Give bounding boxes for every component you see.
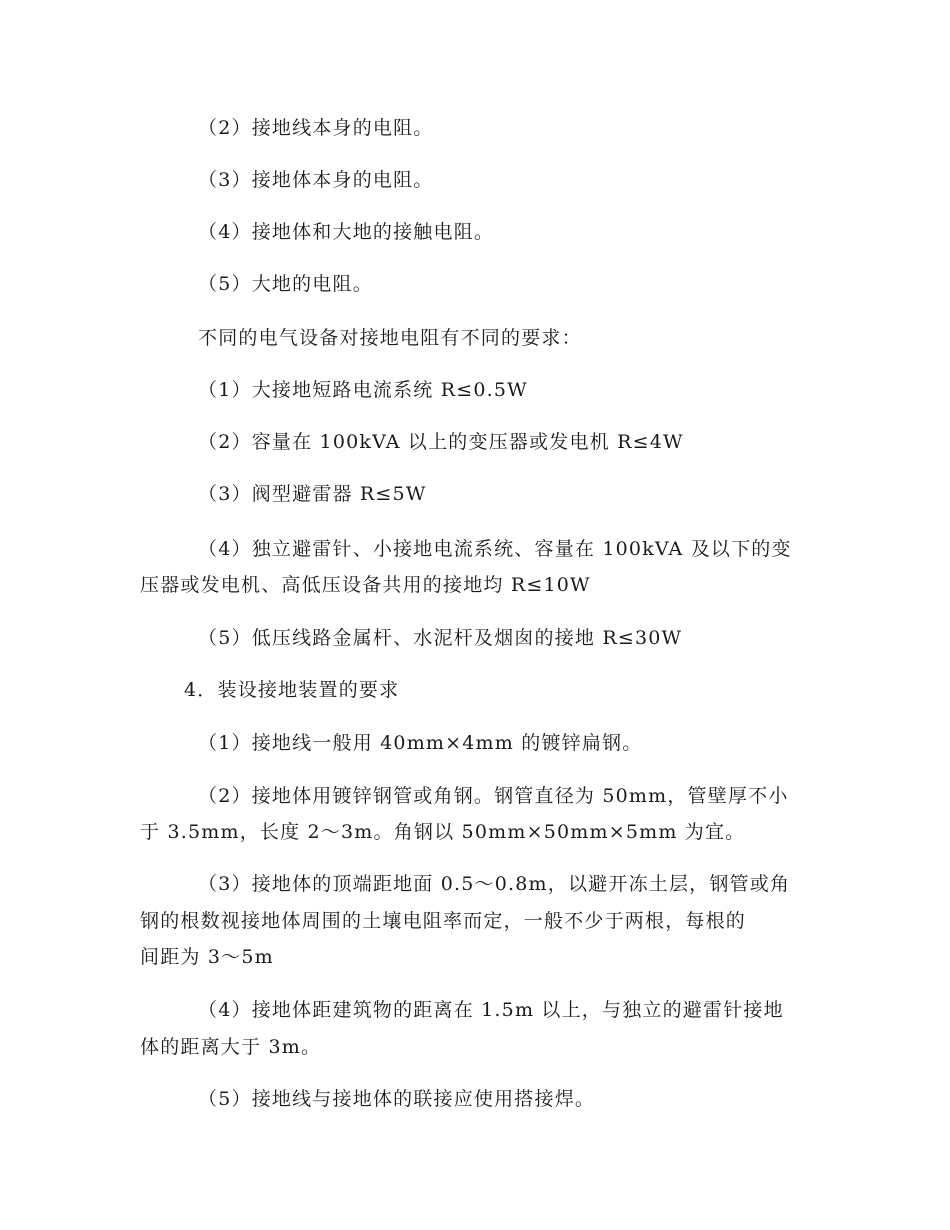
list-item-requirement-2: （2）容量在 100kVA 以上的变压器或发电机 R≤4W bbox=[198, 431, 684, 453]
list-item-requirement-1: （1）大接地短路电流系统 R≤0.5W bbox=[198, 379, 528, 401]
paragraph-requirements-intro: 不同的电气设备对接地电阻有不同的要求： bbox=[198, 327, 582, 349]
list-item-install-3: （3）接地体的顶端距地面 0.5～0.8m，以避开冻土层，钢管或角 bbox=[198, 873, 791, 895]
list-item-install-3-cont: 钢的根数视接地体周围的土壤电阻率而定，一般不少于两根，每根的 bbox=[140, 910, 747, 932]
list-item-requirement-5: （5）低压线路金属杆、水泥杆及烟囱的接地 R≤30W bbox=[198, 627, 683, 649]
list-item-install-4-cont: 体的距离大于 3m。 bbox=[140, 1036, 322, 1058]
list-item-requirement-4-cont: 压器或发电机、高低压设备共用的接地均 R≤10W bbox=[140, 574, 591, 596]
list-item-resistance-2: （2）接地线本身的电阻。 bbox=[198, 117, 434, 139]
list-item-resistance-3: （3）接地体本身的电阻。 bbox=[198, 169, 434, 191]
list-item-install-2: （2）接地体用镀锌钢管或角钢。钢管直径为 50mm，管壁厚不小 bbox=[198, 785, 789, 807]
list-item-install-3-cont-2: 间距为 3～5m bbox=[140, 946, 274, 968]
list-item-requirement-3: （3）阀型避雷器 R≤5W bbox=[198, 483, 427, 505]
list-item-install-2-cont: 于 3.5mm，长度 2～3m。角钢以 50mm×50mm×5mm 为宜。 bbox=[140, 821, 746, 843]
list-item-resistance-4: （4）接地体和大地的接触电阻。 bbox=[198, 221, 495, 243]
list-item-requirement-4: （4）独立避雷针、小接地电流系统、容量在 100kVA 及以下的变 bbox=[198, 538, 792, 560]
list-item-install-5: （5）接地线与接地体的联接应使用搭接焊。 bbox=[198, 1088, 596, 1110]
list-item-install-4: （4）接地体距建筑物的距离在 1.5m 以上，与独立的避雷针接地 bbox=[198, 999, 784, 1021]
section-heading: 4．装设接地装置的要求 bbox=[184, 679, 400, 701]
list-item-install-1: （1）接地线一般用 40mm×4mm 的镀锌扁钢。 bbox=[198, 732, 643, 754]
list-item-resistance-5: （5）大地的电阻。 bbox=[198, 273, 373, 295]
